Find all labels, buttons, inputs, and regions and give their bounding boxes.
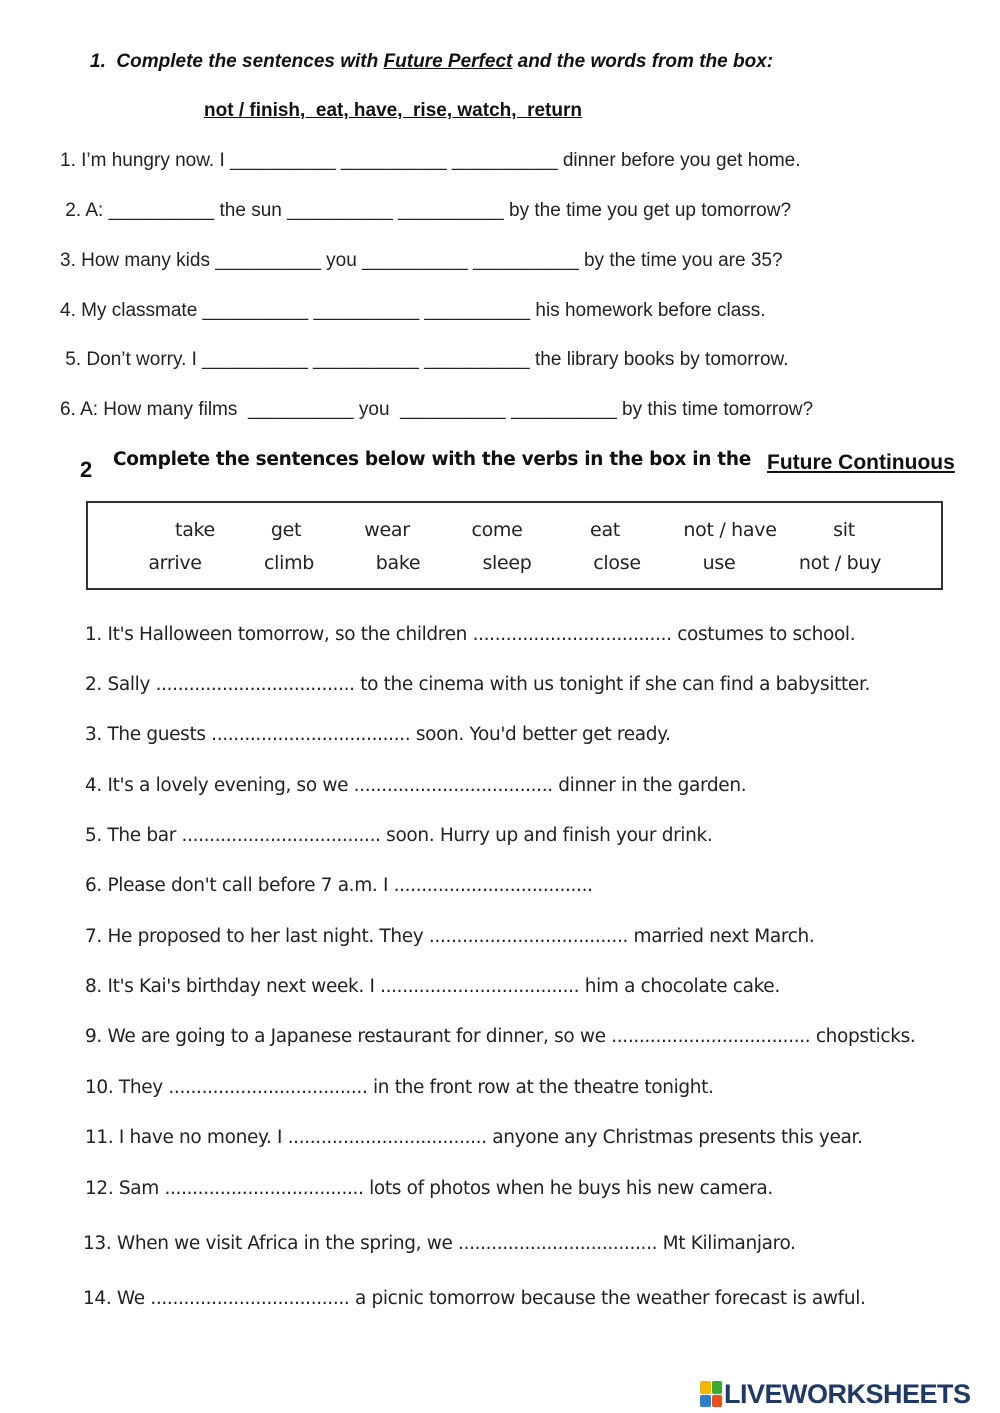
section1-word-box: not / finish, eat, have, rise, watch, return <box>204 100 582 121</box>
verb-wear: wear <box>364 519 410 541</box>
liveworksheets-logo[interactable] <box>700 1378 971 1410</box>
s2-item-10[interactable]: 10. They .................................... in the front row at the theatre tonight. <box>85 1077 714 1098</box>
section2-tense: Future Continuous <box>767 451 955 474</box>
s1-item-5[interactable]: 5. Don’t worry. I __________ __________ __________ the library books by tomorrow. <box>60 349 789 370</box>
verb-eat: eat <box>590 519 620 541</box>
s2-item-3[interactable]: 3. The guests .................................... soon. You'd better get ready. <box>85 724 671 745</box>
verb-bake: bake <box>375 552 421 574</box>
s2-item-9[interactable]: 9. We are going to a Japanese restaurant for dinner, so we .................................... chopsticks. <box>85 1026 916 1047</box>
section2-number: 2 <box>80 457 93 482</box>
s2-item-5[interactable]: 5. The bar .................................... soon. Hurry up and finish your drink. <box>85 825 713 846</box>
s2-item-13[interactable]: 13. When we visit Africa in the spring, we .................................... Mt Kilimanjaro. <box>83 1233 796 1254</box>
s1-item-3[interactable]: 3. How many kids __________ you __________ __________ by the time you are 35? <box>60 250 783 271</box>
verb-use: use <box>702 552 736 574</box>
s2-item-11[interactable]: 11. I have no money. I .................................... anyone any Christmas presents this year. <box>85 1127 863 1148</box>
s2-item-8[interactable]: 8. It's Kai's birthday next week. I .................................... him a chocolate cake. <box>85 976 780 997</box>
s2-item-7[interactable]: 7. He proposed to her last night. They .................................... married next March. <box>85 926 815 947</box>
section2-heading: Complete the sentences below with the verbs in the box in the <box>113 449 751 470</box>
verb-take: take <box>175 519 215 541</box>
s2-item-2[interactable]: 2. Sally .................................... to the cinema with us tonight if she can find a babysitter. <box>85 674 871 695</box>
s1-item-1[interactable]: 1. I’m hungry now. I __________ __________ __________ dinner before you get home. <box>60 150 801 171</box>
verb-close: close <box>593 552 641 574</box>
verb-box <box>86 501 943 590</box>
verb-arrive: arrive <box>148 552 202 574</box>
s1-item-4[interactable]: 4. My classmate __________ __________ __________ his homework before class. <box>60 300 766 321</box>
verb-get: get <box>270 519 302 541</box>
logo-text: LIVEWORKSHEETS <box>724 1378 971 1409</box>
s2-item-4[interactable]: 4. It's a lovely evening, so we .................................... dinner in the garden. <box>85 775 747 796</box>
verb-climb: climb <box>263 552 315 574</box>
verb-sit: sit <box>833 519 855 541</box>
section1-heading <box>90 51 773 73</box>
verb-come: come <box>471 519 523 541</box>
s1-item-6[interactable]: 6. A: How many films __________ you __________ __________ by this time tomorrow? <box>60 399 814 420</box>
s2-item-6[interactable]: 6. Please don't call before 7 a.m. I .................................... <box>85 875 593 896</box>
s2-item-12[interactable]: 12. Sam .................................... lots of photos when he buys his new camera. <box>85 1178 773 1199</box>
s2-item-1[interactable]: 1. It's Halloween tomorrow, so the children .................................... costumes to school. <box>85 624 856 645</box>
section1-heading-prefix: 1. Complete the sentences with <box>90 51 384 72</box>
s2-item-14[interactable]: 14. We .................................... a picnic tomorrow because the weather forecast is awful. <box>83 1288 866 1309</box>
verb-not-buy: not / buy <box>798 552 882 574</box>
section1-heading-suffix: and the words from the box: <box>512 51 774 72</box>
liveworksheets-logo-icon <box>700 1381 722 1407</box>
verb-sleep: sleep <box>482 552 532 574</box>
verb-not-have: not / have <box>683 519 777 541</box>
section1-tense: Future Perfect <box>383 51 513 72</box>
s1-item-2[interactable]: 2. A: __________ the sun __________ __________ by the time you get up tomorrow? <box>60 200 792 221</box>
